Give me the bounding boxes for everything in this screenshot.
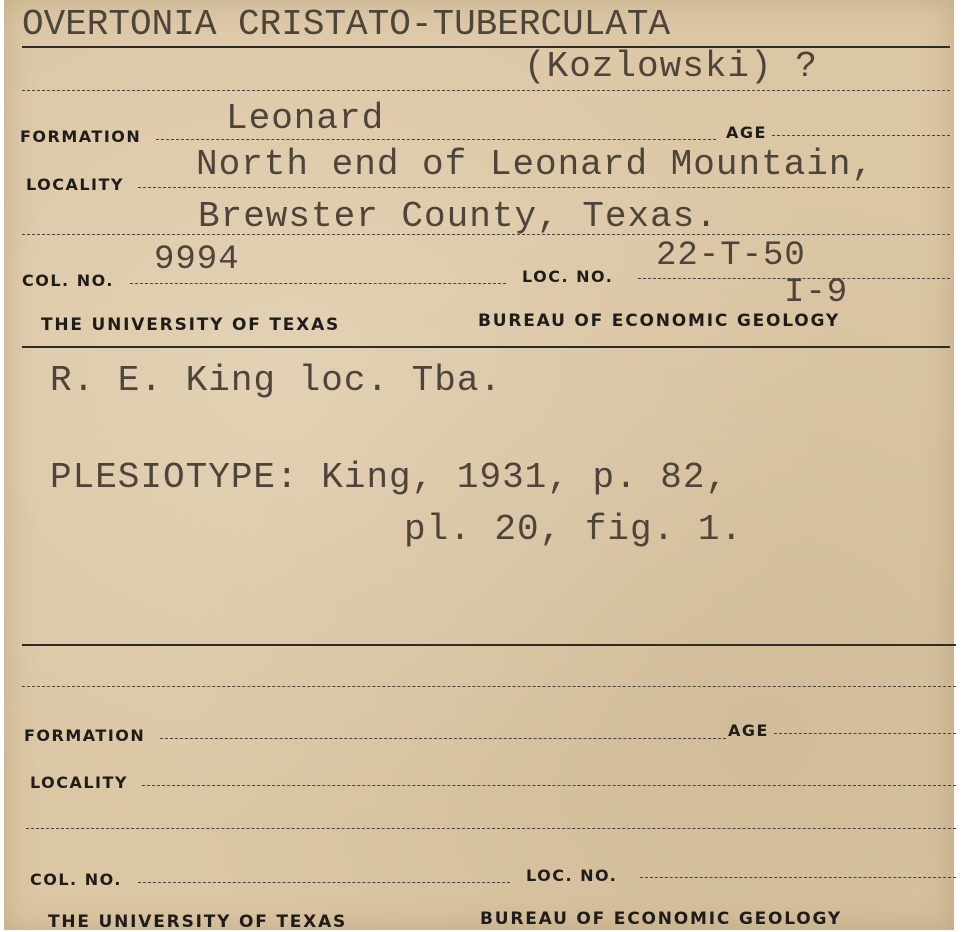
col-no-line bbox=[130, 283, 506, 284]
section-divider bbox=[22, 644, 956, 646]
formation-line bbox=[156, 139, 716, 140]
section-divider bbox=[22, 346, 950, 348]
formation-line bbox=[160, 738, 726, 739]
locality-line bbox=[138, 187, 950, 188]
specimen-label-card bbox=[4, 0, 954, 930]
bureau-name: BUREAU OF ECONOMIC GEOLOGY bbox=[478, 311, 841, 331]
collector-note: R. E. King loc. Tba. bbox=[50, 360, 503, 401]
age-label: AGE bbox=[726, 123, 767, 142]
loc-no-sub: I-9 bbox=[784, 274, 849, 312]
bureau-name: BUREAU OF ECONOMIC GEOLOGY bbox=[480, 909, 843, 929]
loc-no-label: LOC. NO. bbox=[522, 267, 614, 286]
col-no-line bbox=[138, 882, 510, 883]
university-name: THE UNIVERSITY OF TEXAS bbox=[48, 912, 348, 932]
loc-no-line bbox=[640, 877, 956, 878]
rule-line bbox=[22, 234, 950, 235]
col-no-value: 9994 bbox=[154, 241, 240, 279]
age-line bbox=[774, 733, 956, 734]
col-no-label: COL. NO. bbox=[22, 271, 114, 290]
locality-line-1: North end of Leonard Mountain, bbox=[196, 144, 875, 185]
plesiotype-line-1: PLESIOTYPE: King, 1931, p. 82, bbox=[50, 457, 729, 498]
loc-no-label: LOC. NO. bbox=[526, 866, 618, 885]
age-line bbox=[772, 135, 950, 136]
rule-line bbox=[22, 90, 950, 91]
locality-label: LOCALITY bbox=[30, 773, 128, 792]
formation-value: Leonard bbox=[226, 98, 385, 139]
plesiotype-line-2: pl. 20, fig. 1. bbox=[404, 509, 744, 550]
col-no-label: COL. NO. bbox=[30, 870, 122, 889]
rule-line bbox=[26, 828, 956, 829]
formation-label: FORMATION bbox=[24, 726, 146, 745]
age-label: AGE bbox=[728, 721, 769, 740]
species-author: (Kozlowski) ? bbox=[524, 46, 818, 87]
university-name: THE UNIVERSITY OF TEXAS bbox=[41, 315, 341, 335]
loc-no-value: 22-T-50 bbox=[656, 237, 806, 275]
rule-line bbox=[22, 686, 956, 687]
locality-line bbox=[142, 785, 956, 786]
locality-label: LOCALITY bbox=[26, 175, 124, 194]
formation-label: FORMATION bbox=[20, 127, 142, 146]
species-name: OVERTONIA CRISTATO-TUBERCULATA bbox=[22, 4, 671, 45]
locality-line-2: Brewster County, Texas. bbox=[198, 196, 718, 237]
